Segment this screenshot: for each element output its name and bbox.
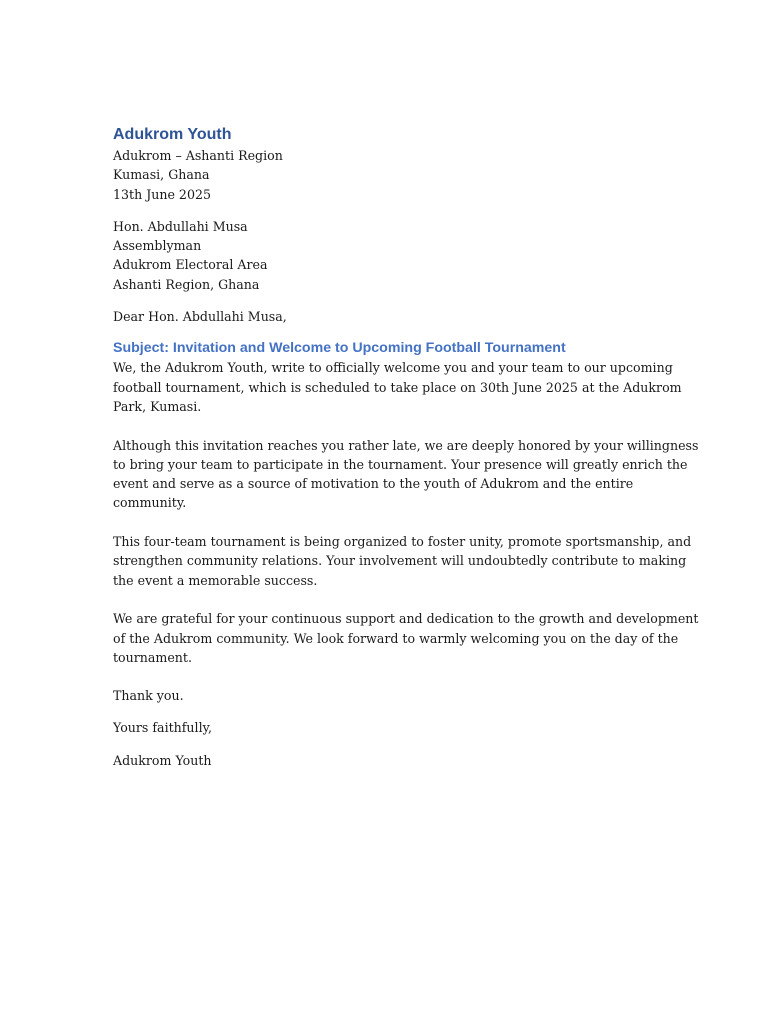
body-paragraphs — [113, 358, 699, 667]
paragraph-line: tournament. — [113, 649, 192, 665]
subject-heading: Subject: Invitation and Welcome to Upcoming Football Tournament — [113, 340, 566, 357]
paragraph-line: to bring your team to participate in the tournament. Your presence will greatly enrich the — [113, 456, 688, 472]
body-paragraph — [113, 609, 699, 667]
paragraph-line: football tournament, which is scheduled to take place on 30th June 2025 at the Adukrom — [113, 379, 682, 395]
body-paragraph — [113, 436, 699, 513]
recipient-title: Assemblyman — [113, 238, 202, 254]
sender-name-heading: Adukrom Youth — [113, 126, 232, 143]
closing-sign-off: Yours faithfully, — [113, 720, 213, 736]
closing-thanks: Thank you. — [113, 688, 184, 704]
paragraph-line: event and serve as a source of motivation to the youth of Adukrom and the entire — [113, 476, 634, 492]
body-paragraph — [113, 358, 682, 416]
paragraph-line: We, the Adukrom Youth, write to officially welcome you and your team to our upcoming — [113, 360, 673, 376]
sender-address-block — [113, 146, 658, 204]
letter-date: 13th June 2025 — [113, 186, 211, 202]
recipient-address-block — [113, 217, 658, 294]
sender-address-line-2: Kumasi, Ghana — [113, 167, 210, 183]
body-paragraph — [113, 532, 692, 590]
closing-signature: Adukrom Youth — [113, 752, 212, 768]
paragraph-line: We are grateful for your continuous support and dedication to the growth and development — [113, 611, 699, 627]
paragraph-line: Although this invitation reaches you rather late, we are deeply honored by your willingness — [113, 437, 699, 453]
recipient-area: Adukrom Electoral Area — [113, 257, 268, 273]
recipient-name: Hon. Abdullahi Musa — [113, 218, 248, 234]
letter-body — [113, 124, 699, 770]
paragraph-line: community. — [113, 495, 187, 511]
paragraph-line: Park, Kumasi. — [113, 398, 202, 414]
paragraph-line: strengthen community relations. Your involvement will undoubtedly contribute to making — [113, 553, 687, 569]
salutation: Dear Hon. Abdullahi Musa, — [113, 309, 287, 325]
paragraph-line: the event a memorable success. — [113, 572, 318, 588]
sender-address-line-1: Adukrom – Ashanti Region — [113, 148, 283, 163]
recipient-region: Ashanti Region, Ghana — [113, 276, 260, 292]
paragraph-line: This four-team tournament is being organized to foster unity, promote sportsmanship, and — [113, 534, 692, 550]
paragraph-line: of the Adukrom community. We look forward to warmly welcoming you on the day of the — [113, 630, 679, 646]
